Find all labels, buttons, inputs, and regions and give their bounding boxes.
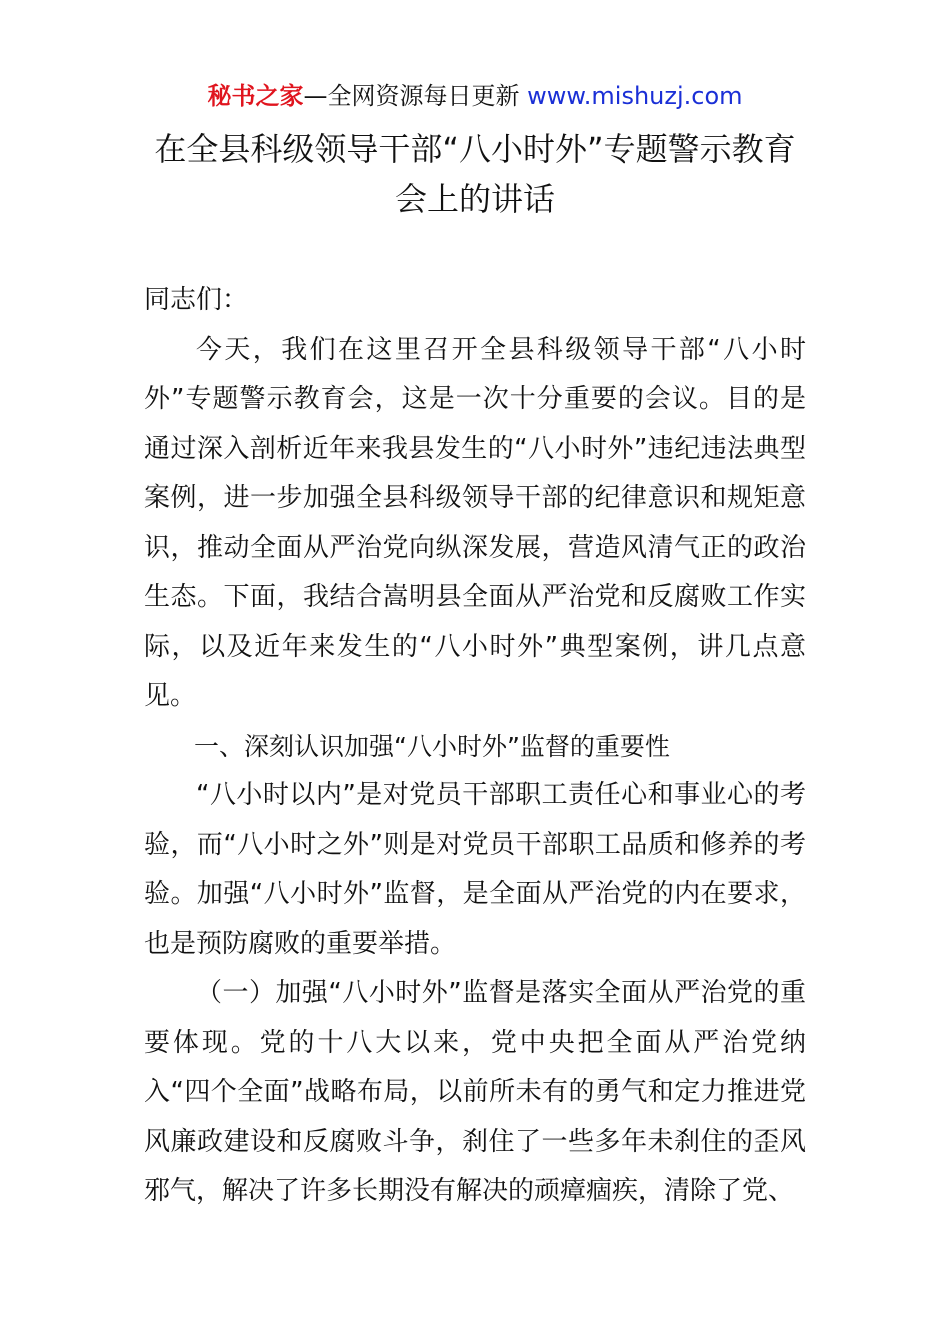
document-body: [144, 276, 806, 1217]
body-paragraph: “八小时以内”是对党员干部职工责任心和事业心的考验，而“八小时之外”则是对党员干部职工品质和修养的考验。加强“八小时外”监督，是全面从严治党的内在要求，也是预防腐败的重要举措。: [144, 780, 806, 959]
body-paragraph: （一）加强“八小时外”监督是落实全面从严治党的重要体现。党的十八大以来，党中央把全面从严治党纳入“四个全面”战略布局，以前所未有的勇气和定力推进党风廉政建设和反腐败斗争，刹住了一些多年未刹住的歪风邪气，解决了许多长期没有解决的顽瘴痼疾，清除了党、: [144, 978, 806, 1206]
site-header: [0, 80, 950, 112]
section-heading: 一、深刻认识加强“八小时外”监督的重要性: [194, 731, 670, 761]
site-url-link[interactable]: www.mishuzj.com: [527, 82, 743, 110]
salutation: 同志们：: [144, 285, 249, 315]
document-title: 在全县科级领导干部“八小时外”专题警示教育会上的讲话: [154, 130, 796, 218]
body-paragraph: 今天，我们在这里召开全县科级领导干部“八小时外”专题警示教育会，这是一次十分重要的会议。目的是通过深入剖析近年来我县发生的“八小时外”违纪违法典型案例，进一步加强全县科级领导干部的纪律意识和规矩意识，推动全面从严治党向纵深发展，营造风清气正的政治生态。下面，我结合嵩明县全面从严治党和反腐败工作实际，以及近年来发生的“八小时外”典型案例，讲几点意见。: [144, 334, 806, 711]
brand-name: 秘书之家: [207, 82, 304, 110]
header-tagline: —全网资源每日更新: [303, 82, 520, 110]
